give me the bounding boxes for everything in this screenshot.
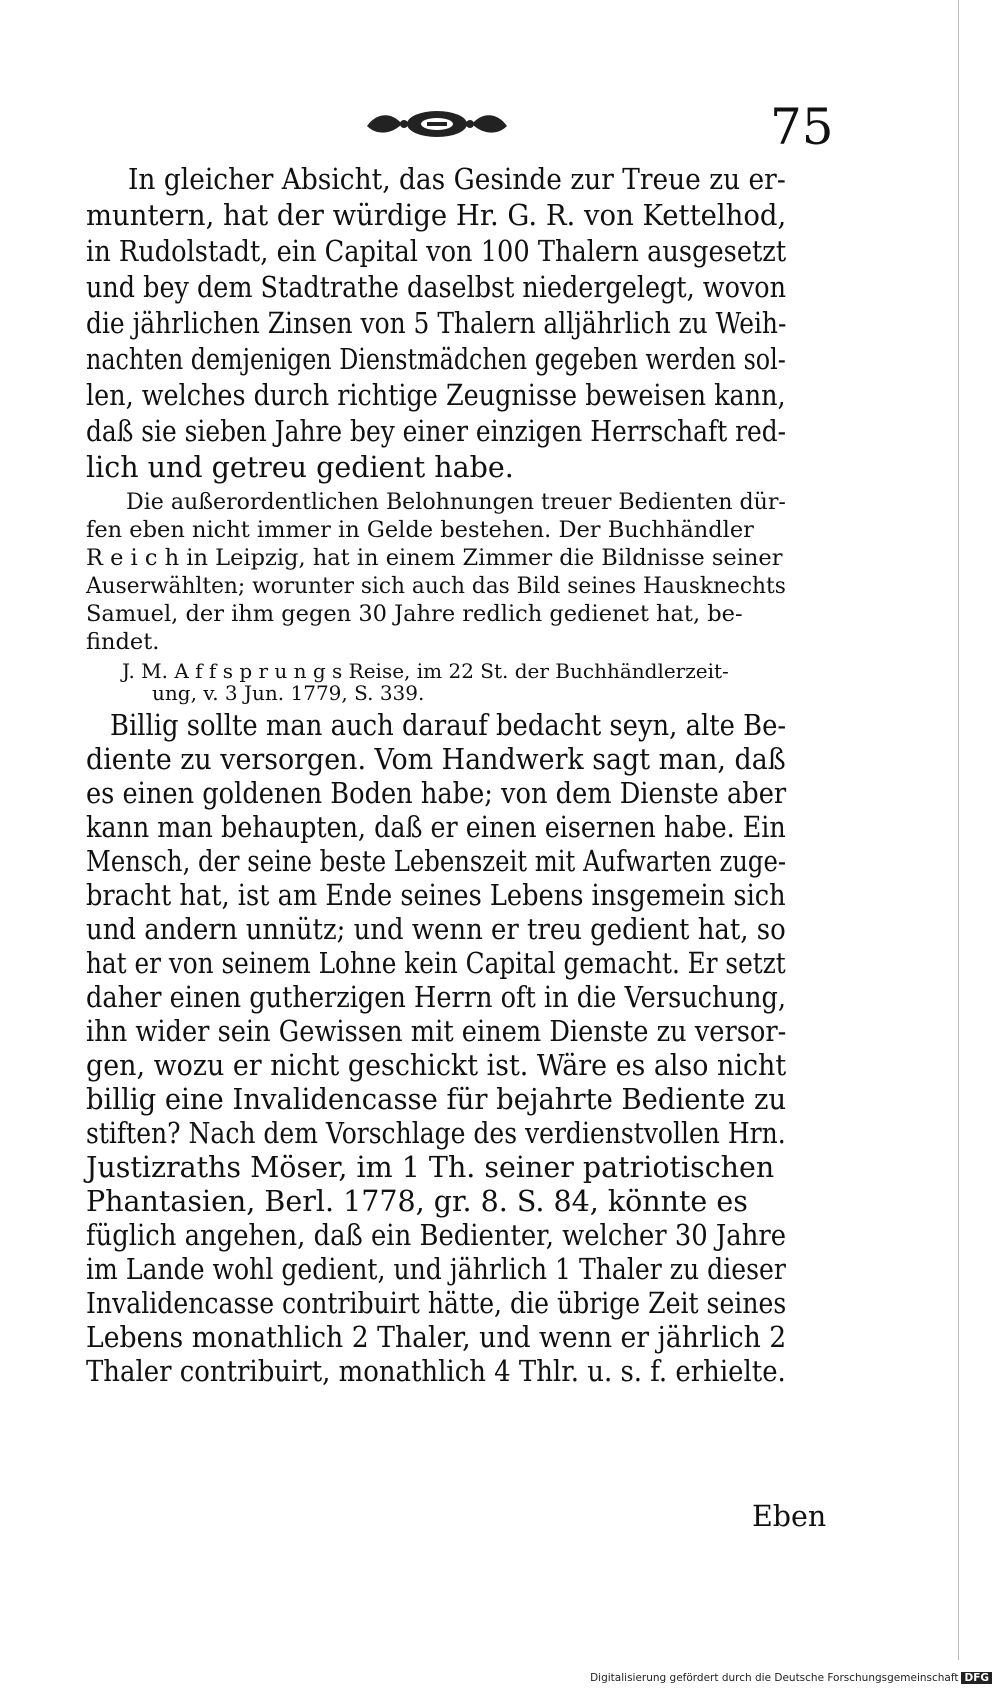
note-line-content: Die außerordentlichen Belohnungen treuer Bedienten dür- bbox=[126, 489, 786, 515]
text-line-content: len, welches durch richtige Zeugnisse beweisen kann, bbox=[86, 379, 786, 412]
text-line bbox=[86, 844, 908, 880]
text-line bbox=[86, 878, 863, 914]
text-line-content: muntern, hat der würdige Hr. G. R. von Kettelhod, bbox=[86, 199, 787, 232]
note-line bbox=[86, 572, 812, 600]
note-line bbox=[86, 600, 743, 628]
text-line-content: kann man behaupten, daß er einen eisernen habe. Ein bbox=[86, 811, 786, 844]
page-number: 75 bbox=[770, 98, 834, 156]
text-line-content: und andern unnütz; und wenn er treu gedient hat, so bbox=[86, 913, 786, 946]
citation-line bbox=[122, 660, 729, 682]
text-line bbox=[86, 1354, 855, 1390]
text-line-content: Billig sollte man auch darauf bedacht seyn, alte Be- bbox=[110, 709, 787, 742]
text-line bbox=[86, 1150, 774, 1186]
text-line bbox=[86, 450, 760, 486]
note-line bbox=[86, 544, 783, 572]
text-line-content: und bey dem Stadtrathe daselbst niedergelegt, wovon bbox=[86, 271, 787, 304]
text-line bbox=[86, 378, 786, 414]
text-line-content: füglich angehen, daß ein Bedienter, welcher 30 Jahre bbox=[86, 1219, 787, 1252]
text-line-content: im Lande wohl gedient, und jährlich 1 Thaler zu dieser bbox=[86, 1253, 786, 1286]
note-line-content: fen eben nicht immer in Gelde bestehen. Der Buchhändler bbox=[86, 517, 754, 543]
text-line-content: hat er von seinem Lohne kein Capital gemacht. Er setzt bbox=[86, 947, 786, 980]
text-line-content: nachten demjenigen Dienstmädchen gegeben werden sol- bbox=[86, 343, 786, 376]
text-line bbox=[86, 810, 871, 846]
text-line-content: die jährlichen Zinsen von 5 Thalern alljährlich zu Weih- bbox=[86, 307, 787, 340]
note-line-content: Auserwählten; worunter sich auch das Bild seines Hausknechts bbox=[86, 573, 786, 599]
text-line bbox=[110, 708, 856, 744]
dfg-logo-icon: DFG bbox=[961, 1672, 992, 1684]
header-ornament-icon bbox=[362, 104, 512, 144]
text-line bbox=[86, 342, 786, 378]
text-line bbox=[86, 270, 787, 306]
text-line bbox=[86, 980, 866, 1016]
text-line-content: in Rudolstadt, ein Capital von 100 Thalern ausgesetzt bbox=[86, 235, 787, 268]
footer-credit bbox=[590, 1672, 992, 1684]
text-line bbox=[86, 1116, 883, 1152]
text-line bbox=[86, 1048, 828, 1084]
citation-line-content: ung, v. 3 Jun. 1779, S. 339. bbox=[152, 681, 425, 705]
text-line bbox=[86, 776, 864, 812]
text-line-content: daß sie sieben Jahre bey einer einzigen Herrschaft red- bbox=[86, 415, 787, 448]
text-line bbox=[86, 1218, 858, 1254]
note-line bbox=[126, 488, 798, 516]
text-line-content: daher einen gutherzigen Herrn oft in die Versuchung, bbox=[86, 981, 786, 1014]
text-line bbox=[86, 912, 855, 948]
citation-line-content: J. M. A f f s p r u n g s Reise, im 22 St. der Buchhändlerzeit- bbox=[122, 659, 729, 683]
footer-text: Digitalisierung gefördert durch die Deutsche Forschungsgemeinschaft bbox=[590, 1672, 959, 1684]
note-line-content: findet. bbox=[86, 629, 160, 655]
text-line-content: Mensch, der seine beste Lebenszeit mit Aufwarten zuge- bbox=[86, 845, 787, 878]
text-line bbox=[86, 1252, 880, 1288]
note-line-content: Samuel, der ihm gegen 30 Jahre redlich gedienet hat, be- bbox=[86, 601, 743, 627]
text-line bbox=[86, 234, 787, 270]
text-line bbox=[86, 1014, 864, 1050]
text-line-content: Thaler contribuirt, monathlich 4 Thlr. u. s. f. erhielte. bbox=[86, 1355, 786, 1388]
text-line-content: Invalidencasse contribuirt hätte, die übrige Zeit seines bbox=[86, 1287, 787, 1320]
text-line bbox=[86, 306, 787, 342]
text-line bbox=[86, 1082, 814, 1118]
text-line bbox=[86, 414, 787, 450]
text-line bbox=[86, 742, 828, 778]
text-line-content: Lebens monathlich 2 Thaler, und wenn er jährlich 2 bbox=[86, 1321, 787, 1354]
text-line-content: diente zu versorgen. Vom Handwerk sagt man, daß bbox=[86, 743, 786, 776]
text-line-content: es einen goldenen Boden habe; von dem Dienste aber bbox=[86, 777, 787, 810]
text-line-content: Justizraths Möser, im 1 Th. seiner patriotischen bbox=[86, 1151, 775, 1184]
text-line-content: gen, wozu er nicht geschickt ist. Wäre es also nicht bbox=[86, 1049, 787, 1082]
text-line-content: Phantasien, Berl. 1778, gr. 8. S. 84, könnte es bbox=[86, 1185, 748, 1218]
note-line bbox=[86, 516, 754, 544]
citation-line bbox=[152, 682, 424, 704]
text-line bbox=[86, 198, 787, 234]
text-line bbox=[86, 1286, 881, 1322]
catchword: Eben bbox=[752, 1500, 827, 1533]
note-line bbox=[86, 628, 159, 656]
text-line-content: ihn wider sein Gewissen mit einem Dienste zu versor- bbox=[86, 1015, 787, 1048]
text-line bbox=[86, 1184, 748, 1220]
page-edge bbox=[958, 0, 959, 1660]
note-line-content: R e i c h in Leipzig, hat in einem Zimmer die Bildnisse seiner bbox=[86, 545, 783, 571]
text-line bbox=[86, 1320, 834, 1356]
text-line-content: billig eine Invalidencasse für bejahrte Bediente zu bbox=[86, 1083, 787, 1116]
text-line-content: In gleicher Absicht, das Gesinde zur Treue zu er- bbox=[128, 163, 786, 196]
text-line bbox=[128, 162, 786, 198]
text-line bbox=[86, 946, 892, 982]
text-line-content: lich und getreu gedient habe. bbox=[86, 451, 514, 484]
text-line-content: stiften? Nach dem Vorschlage des verdienstvollen Hrn. bbox=[86, 1117, 786, 1150]
text-line-content: bracht hat, ist am Ende seines Lebens insgemein sich bbox=[86, 879, 786, 912]
